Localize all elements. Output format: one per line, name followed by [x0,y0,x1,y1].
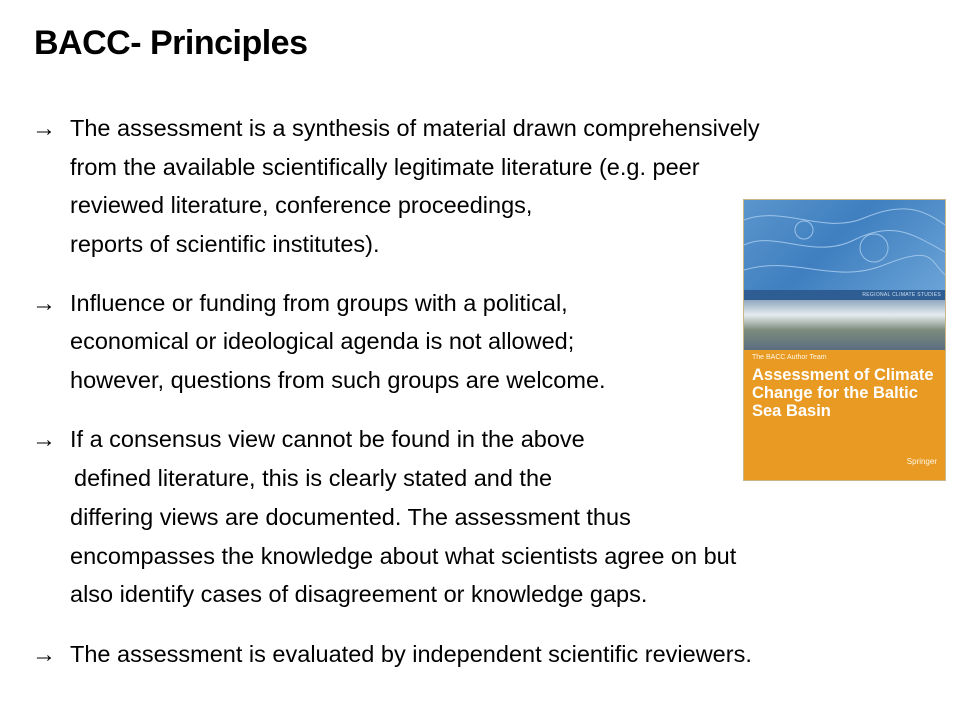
bullet-3-line-1: If a consensus view cannot be found in the above [70,426,585,452]
bullet-4-line-1: The assessment is evaluated by independent scientific reviewers. [70,641,752,667]
bullet-3-line-4: encompasses the knowledge about what scientists agree on but [70,543,737,569]
cover-author: The BACC Author Team [752,354,827,361]
bullet-1-line-4: reports of scientific institutes). [70,231,380,257]
bullet-2-line-1: Influence or funding from groups with a political, [70,290,568,316]
cover-satellite-photo [744,300,945,350]
slide-title: BACC- Principles [34,24,308,62]
bullet-arrow-icon: → [32,115,56,142]
bullet-arrow-icon: → [32,426,56,453]
bullet-1-line-2: from the available scientifically legitimate literature (e.g. peer [70,154,700,180]
bullet-3-line-5: also identify cases of disagreement or knowledge gaps. [70,581,648,607]
bullet-2-line-3: however, questions from such groups are welcome. [70,367,606,393]
bullet-3-line-3: differing views are documented. The assessment thus [70,504,631,530]
book-cover-image [744,200,945,480]
bullet-3-line-2: defined literature, this is clearly stated and the [74,465,553,491]
cover-series-band: REGIONAL CLIMATE STUDIES [744,290,945,300]
bullet-1-line-1: The assessment is a synthesis of material drawn comprehensively [70,115,760,141]
bullet-arrow-icon: → [32,641,56,668]
cover-title-panel [744,350,945,480]
cover-title: Assessment of Climate Change for the Baltic Sea Basin [752,366,934,420]
cover-map-graphic [744,200,945,290]
contour-lines-icon [744,200,945,290]
cover-publisher: Springer [906,457,937,466]
bullet-2-line-2: economical or ideological agenda is not allowed; [70,328,575,354]
bullet-1-line-3: reviewed literature, conference proceedings, [70,192,533,218]
bullet-arrow-icon: → [32,290,56,317]
